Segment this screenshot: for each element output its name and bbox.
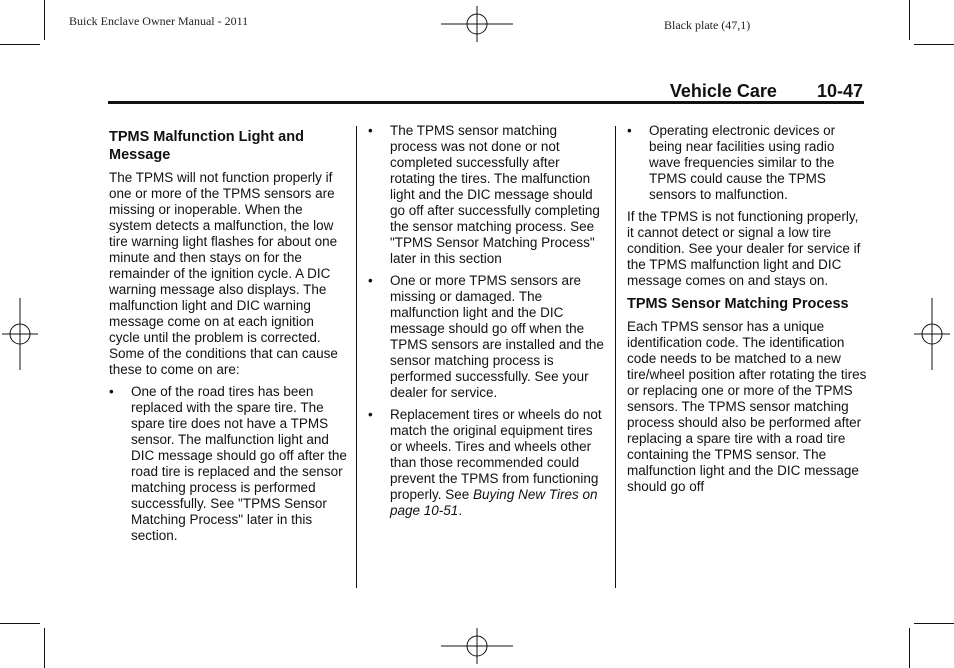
crop-mark	[909, 628, 910, 668]
bullet-icon: •	[368, 123, 373, 138]
column-3	[627, 123, 867, 501]
column-divider	[615, 126, 616, 588]
paragraph: The TPMS will not function properly if one or more of the TPMS sensors are missing or inoperable. When the system detects a malfunction, the low tire warning light flashes for about one minute and then stays on for the remainder of the ignition cycle. A DIC warning message also displays. The malfunction light and DIC warning message come on at each ignition cycle until the problem is corrected. Some of the conditions that can cause these to come on are:	[109, 170, 338, 377]
list-item-text: The TPMS sensor matching process was not done or not completed successfully after rotating the tires. The malfunction light and the DIC message should go off after successfully completing the sensor matching process. See "TPMS Sensor Matching Process" later in this section	[390, 123, 600, 266]
registration-mark-icon	[914, 298, 950, 370]
paragraph: Each TPMS sensor has a unique identification code. The identification code needs to be matched to a new tire/wheel position after rotating the tires or replacing one or more of the TPMS sensors. The TPMS sensor matching process should also be performed after replacing a spare tire with a road tire containing the TPMS sensor. The malfunction light and the DIC message should go off	[627, 319, 867, 494]
registration-mark-icon	[441, 628, 513, 664]
cross-reference-link[interactable]: Buying New Tires on page 10-51	[390, 487, 598, 518]
list-item	[109, 384, 347, 544]
print-header-left: Buick Enclave Owner Manual - 2011	[69, 14, 249, 28]
list-item-text: Operating electronic devices or being near facilities using radio wave frequencies similar to the TPMS could cause the TPMS sensors to malfunction.	[649, 123, 836, 202]
list-item-text: One of the road tires has been replaced with the spare tire. The spare tire does not have a TPMS sensor. The malfunction light and DIC message should go off after the road tire is replaced and the sensor matching process is performed successfully. See "TPMS Sensor Matching Process" later in this section.	[131, 384, 347, 543]
bullet-icon: •	[627, 123, 632, 138]
section-heading: TPMS Sensor Matching Process	[627, 296, 849, 312]
crop-mark	[44, 628, 45, 668]
crop-mark	[914, 623, 954, 624]
crop-mark	[914, 44, 954, 45]
bullet-icon: •	[368, 407, 373, 422]
crop-mark	[0, 44, 40, 45]
print-header-right: Black plate (47,1)	[664, 18, 751, 32]
list-item	[368, 407, 608, 519]
list-item	[368, 123, 608, 267]
list-item-text: Replacement tires or wheels do not match the original equipment tires or wheels. Tires and wheels other than those recommended could prevent the TPMS from functioning properly. See	[390, 407, 602, 502]
running-head	[670, 81, 863, 102]
paragraph: If the TPMS is not functioning properly, it cannot detect or signal a low tire condition. See your dealer for service if the TPMS malfunction light and DIC message comes on and stays on.	[627, 209, 861, 288]
list-item-text-end: .	[458, 503, 463, 518]
header-rule	[108, 101, 864, 104]
section-title: Vehicle Care	[669, 81, 777, 101]
column-2	[368, 123, 608, 525]
page-number: 10-47	[816, 81, 863, 101]
bullet-icon: •	[368, 273, 373, 288]
bullet-icon: •	[109, 384, 114, 399]
column-1	[109, 128, 347, 550]
list-item-text: One or more TPMS sensors are missing or damaged. The malfunction light and the DIC message should go off when the TPMS sensors are installed and the sensor matching process is performed successfully. See your dealer for service.	[390, 273, 604, 400]
list-item	[368, 273, 608, 401]
registration-mark-icon	[2, 298, 38, 370]
crop-mark	[0, 623, 40, 624]
column-divider	[356, 126, 357, 588]
section-heading: TPMS Malfunction Light and Message	[109, 129, 304, 163]
list-item	[627, 123, 867, 203]
crop-mark	[44, 0, 45, 40]
crop-mark	[909, 0, 910, 40]
registration-mark-icon	[441, 6, 513, 42]
